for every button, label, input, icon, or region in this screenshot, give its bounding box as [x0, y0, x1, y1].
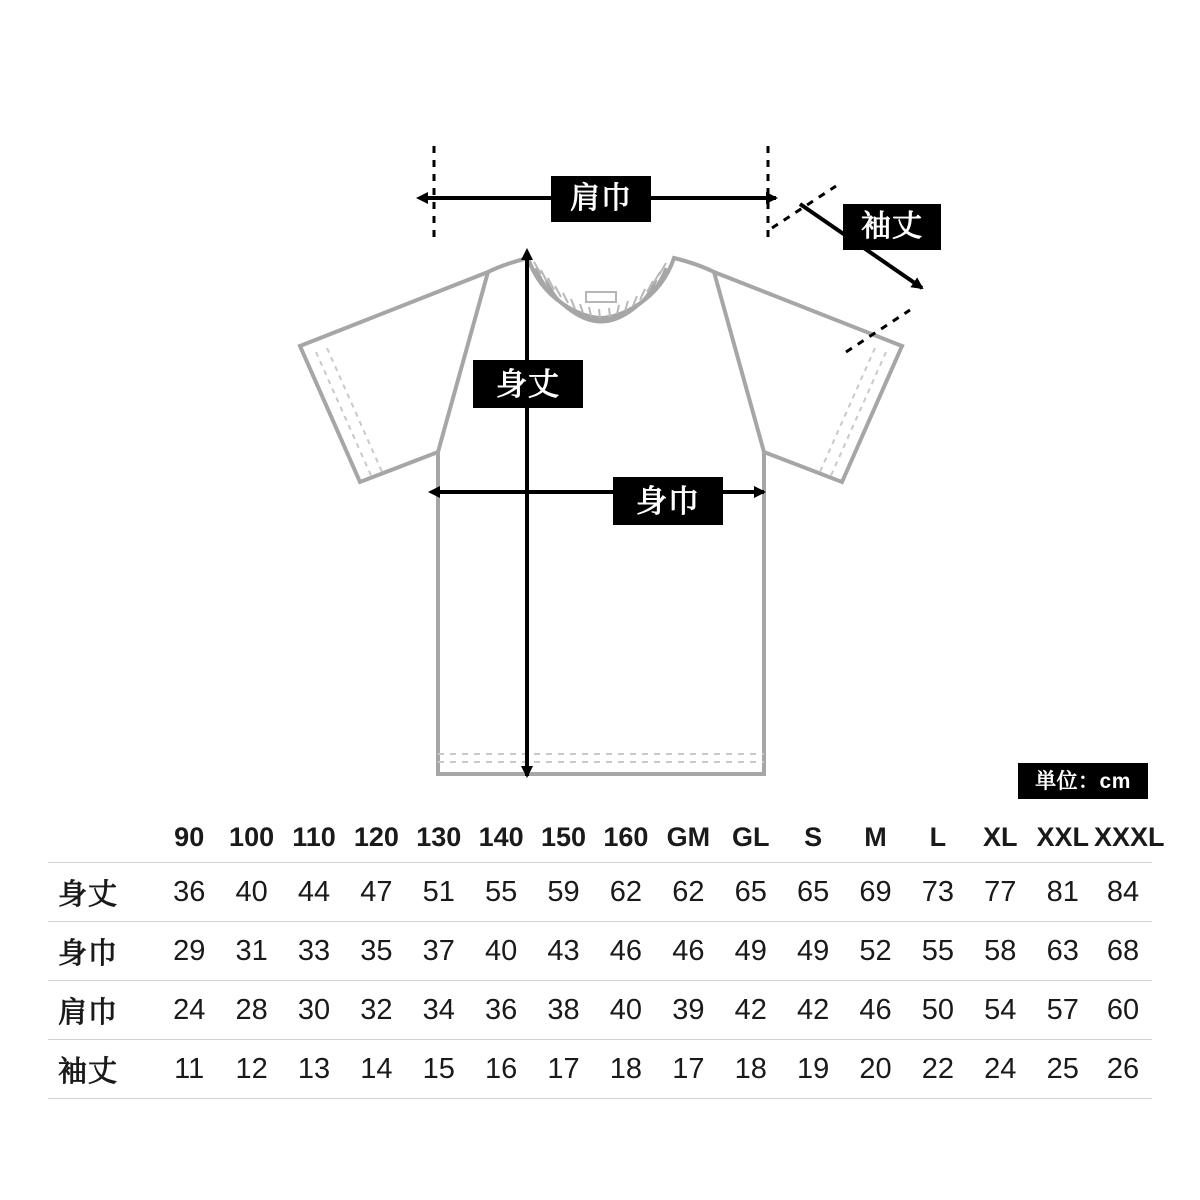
col-header-xxxl: XXXL: [1094, 812, 1152, 863]
corner-cell: [48, 812, 158, 863]
col-header-90: 90: [158, 812, 220, 863]
cell: 40: [609, 993, 643, 1026]
table-row: [48, 1040, 1152, 1099]
cell: 62: [672, 875, 705, 908]
cell: 17: [672, 1052, 705, 1085]
cell: 35: [360, 934, 393, 967]
cell: 26: [1106, 1052, 1140, 1085]
table-header-row: [48, 812, 1152, 863]
cell: 42: [796, 993, 830, 1026]
cell: 14: [360, 1052, 393, 1085]
row-header-shoulder-width: 肩巾: [58, 996, 119, 1029]
cell: 46: [609, 934, 643, 967]
col-header-130: 130: [408, 812, 470, 863]
tshirt-outline: [300, 258, 902, 774]
cell: 39: [672, 993, 705, 1026]
cell: 33: [297, 934, 331, 967]
cell: 54: [984, 993, 1017, 1026]
label-sleeve-length: 袖丈: [843, 204, 941, 250]
cell: 34: [422, 993, 455, 1026]
col-header-150: 150: [532, 812, 594, 863]
cell: 11: [174, 1052, 205, 1085]
label-body-width: 身巾: [613, 477, 723, 525]
cell: 44: [297, 875, 331, 908]
col-header-110: 110: [283, 812, 345, 863]
cell: 69: [859, 875, 892, 908]
col-header-160: 160: [595, 812, 657, 863]
label-body-length: 身丈: [473, 360, 583, 408]
cell: 46: [672, 934, 705, 967]
label-shoulder-width: 肩巾: [551, 176, 651, 222]
cell: 36: [173, 875, 206, 908]
cell: 81: [1046, 875, 1079, 908]
sleeve-hem-stitching: [316, 348, 886, 480]
cell: 84: [1106, 875, 1140, 908]
cell: 43: [547, 934, 580, 967]
collar: [528, 258, 674, 322]
cell: 59: [547, 875, 580, 908]
col-header-140: 140: [470, 812, 532, 863]
cell: 36: [485, 993, 518, 1026]
col-header-100: 100: [220, 812, 282, 863]
cell: 19: [796, 1052, 830, 1085]
size-table-container: [48, 812, 1165, 1099]
cell: 63: [1046, 934, 1079, 967]
cell: 60: [1106, 993, 1140, 1026]
row-header-body-length: 身丈: [58, 878, 119, 911]
cell: 30: [297, 993, 331, 1026]
table-row: [48, 863, 1152, 922]
cell: 18: [734, 1052, 767, 1085]
cell: 38: [547, 993, 580, 1026]
label-unit: 単位：cm: [1018, 763, 1148, 799]
cell: 13: [297, 1052, 331, 1085]
bottom-hem-stitching: [438, 754, 764, 762]
cell: 51: [422, 875, 455, 908]
cell: 65: [734, 875, 767, 908]
cell: 55: [921, 934, 955, 967]
cell: 12: [235, 1052, 268, 1085]
cell: 22: [921, 1052, 955, 1085]
cell: 15: [422, 1052, 455, 1085]
col-header-l: L: [907, 812, 969, 863]
table-row: [48, 981, 1152, 1040]
cell: 40: [485, 934, 518, 967]
cell: 65: [796, 875, 830, 908]
col-header-s: S: [782, 812, 844, 863]
col-header-gl: GL: [720, 812, 782, 863]
cell: 17: [547, 1052, 580, 1085]
cell: 24: [173, 993, 206, 1026]
size-table-body: [48, 863, 1152, 1099]
col-header-xxl: XXL: [1031, 812, 1094, 863]
cell: 46: [859, 993, 892, 1026]
cell: 29: [173, 934, 206, 967]
row-header-sleeve-length: 袖丈: [58, 1055, 119, 1088]
cell: 42: [734, 993, 767, 1026]
cell: 40: [235, 875, 268, 908]
cell: 18: [609, 1052, 643, 1085]
cell: 31: [235, 934, 268, 967]
table-row: [48, 922, 1152, 981]
cell: 24: [984, 1052, 1017, 1085]
col-header-120: 120: [345, 812, 407, 863]
cell: 57: [1046, 993, 1079, 1026]
size-table: [48, 812, 1165, 1099]
cell: 20: [859, 1052, 892, 1085]
cell: 28: [235, 993, 268, 1026]
cell: 47: [360, 875, 393, 908]
col-header-xl: XL: [969, 812, 1031, 863]
cell: 73: [921, 875, 955, 908]
cell: 49: [734, 934, 767, 967]
cell: 55: [485, 875, 518, 908]
cell: 62: [609, 875, 643, 908]
cell: 52: [859, 934, 892, 967]
cell: 32: [360, 993, 393, 1026]
cell: 16: [485, 1052, 518, 1085]
cell: 25: [1046, 1052, 1079, 1085]
cell: 37: [422, 934, 455, 967]
cell: 58: [984, 934, 1017, 967]
col-header-m: M: [844, 812, 906, 863]
cell: 49: [796, 934, 830, 967]
cell: 77: [984, 875, 1017, 908]
col-header-gm: GM: [657, 812, 719, 863]
cell: 68: [1106, 934, 1140, 967]
row-header-body-width: 身巾: [58, 937, 119, 970]
cell: 50: [921, 993, 955, 1026]
size-table-head: [48, 812, 1165, 863]
